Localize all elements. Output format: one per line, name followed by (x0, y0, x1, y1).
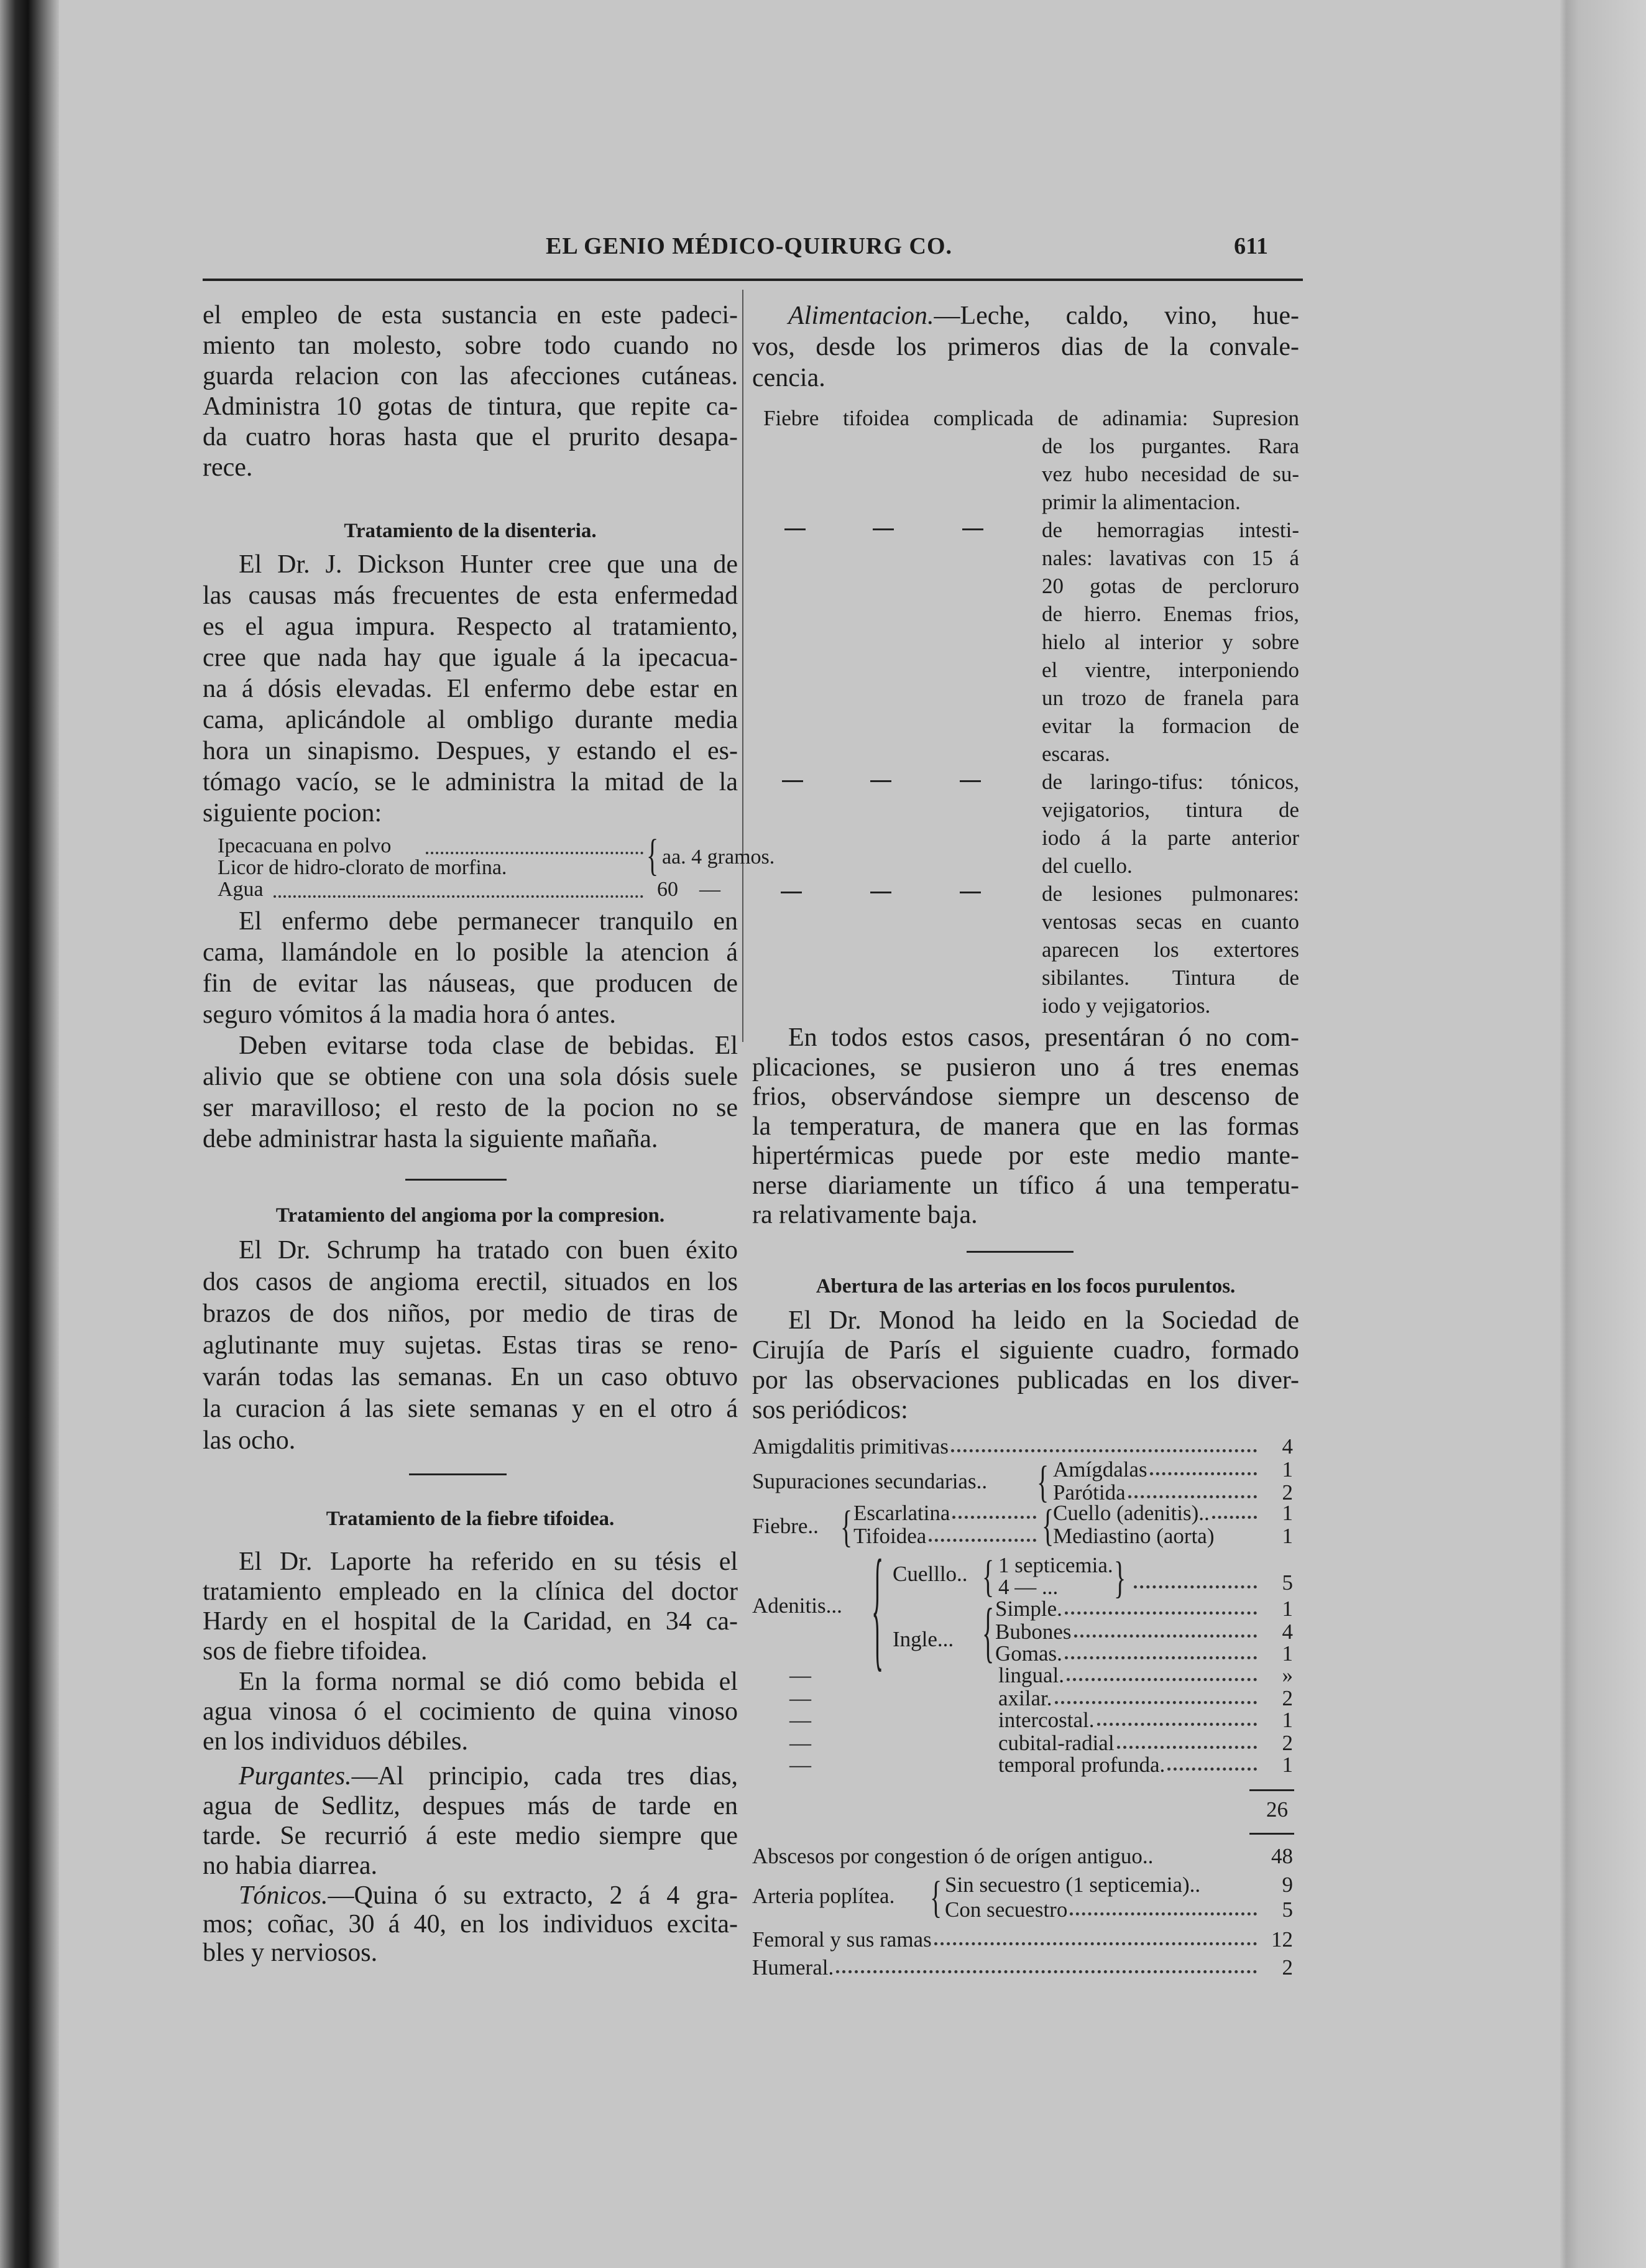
section-rule (967, 1251, 1074, 1253)
page-edge (1560, 0, 1646, 2268)
text-line: es el agua impura. Respecto al tratamiento, (203, 612, 738, 641)
text-line: Purgantes.—Al principio, cada tres dias, (239, 1762, 738, 1791)
text-line: siguiente pocion: (203, 799, 382, 827)
ditto-mark (870, 780, 891, 782)
ditto-mark: — (789, 1708, 811, 1732)
text-line: frios, observándose siempre un descenso de (752, 1082, 1299, 1111)
table-row: Mediastino (aorta) 1 (1053, 1524, 1293, 1548)
text-line: aparecen los extertores (1042, 938, 1299, 962)
text-line: no habia diarrea. (203, 1851, 378, 1880)
text-line: Cirujía de París el siguiente cuadro, formado (752, 1336, 1299, 1365)
paragraph (203, 1881, 738, 1967)
header-rule (203, 279, 1303, 281)
text-line: seguro vómitos á la madia hora ó antes. (203, 1000, 616, 1029)
table-row: Abscesos por congestion ó de orígen antiguo.. 48 (752, 1844, 1293, 1868)
dot-leader (426, 852, 643, 854)
recipe-dose: aa. 4 gramos. (662, 846, 775, 869)
table-row: Parótida 2 (1053, 1480, 1293, 1505)
sum-rule (1249, 1833, 1294, 1835)
paragraph (203, 549, 738, 829)
text-line: 20 gotas de percloruro (1042, 574, 1299, 598)
running-header: EL GENIO MÉDICO-QUIRURG CO. (545, 233, 953, 259)
book-binding-shadow (0, 0, 59, 2268)
text-line: tratamiento empleado en la clínica del doctor (203, 1577, 738, 1606)
dot-leader (274, 895, 643, 898)
text-line: fin de evitar las náuseas, que producen de (203, 969, 738, 998)
text-line: de laringo-tifus: tónicos, (1042, 770, 1299, 794)
text-line: sos periódicos: (752, 1396, 908, 1424)
table-row: 5 (1131, 1572, 1293, 1594)
text-line: guarda relacion con las afecciones cutáneas. (203, 362, 738, 390)
paragraph (203, 1761, 738, 1881)
table-row: Sin secuestro (1 septicemia).. 9 (945, 1873, 1293, 1897)
text-line: aglutinante muy sujetas. Estas tiras se reno- (203, 1331, 738, 1360)
table-row: intercostal. 1 (998, 1708, 1293, 1732)
brace: { (646, 829, 659, 880)
text-line: mos; coñac, 30 á 40, en los individuos excita- (203, 1910, 738, 1938)
table-row: Cuello (adenitis).. 1 (1053, 1501, 1293, 1525)
text-line: cama, aplicándole al ombligo durante media (203, 706, 738, 734)
text-line: alivio que se obtiene con una sola dósis suele (203, 1063, 738, 1091)
text-line: tómago vacío, se le administra la mitad de la (203, 768, 738, 796)
text-line: dos casos de angioma erectil, situados en los (203, 1268, 738, 1296)
text-line: El Dr. Laporte ha referido en su tésis el (239, 1547, 738, 1576)
brace: } (1114, 1552, 1126, 1603)
text-line: vez hubo necesidad de su- (1042, 462, 1299, 486)
column-divider (742, 290, 743, 1042)
text-line: iodo y vejigatorios. (1042, 993, 1211, 1018)
brace: { (982, 1551, 995, 1602)
section-heading: Tratamiento de la disenteria. (344, 520, 597, 542)
table-row: Escarlatina (853, 1502, 1040, 1524)
text-line: Deben evitarse toda clase de bebidas. El (239, 1031, 738, 1060)
text-line: cree que nada hay que iguale á la ipecacua- (203, 643, 738, 672)
text-line: El enfermo debe permanecer tranquilo en (239, 907, 738, 936)
recipe-item: Agua (218, 878, 264, 901)
text-line: En todos estos casos, presentáran ó no com- (788, 1023, 1299, 1052)
text-line: ra relativamente baja. (752, 1201, 978, 1229)
ditto-mark (960, 892, 981, 893)
table-row: Tifoidea (853, 1525, 1040, 1547)
text-line: en los individuos débiles. (203, 1727, 468, 1756)
text-line: ser maravilloso; el resto de la pocion no se (203, 1094, 738, 1122)
text-line: agua vinosa ó el cocimiento de quina vinoso (203, 1697, 738, 1726)
table-row: cubital-radial 2 (998, 1731, 1293, 1755)
paragraph (203, 1030, 738, 1155)
text-line: na á dósis elevadas. El enfermo debe estar en (203, 675, 738, 703)
recipe-unit: — (699, 878, 720, 901)
text-line: nerse diariamente un tífico á una temperatu- (752, 1171, 1299, 1200)
recipe-item: Ipecacuana en polvo (218, 834, 392, 857)
recipe-item: Licor de hidro-clorato de morfina. (218, 856, 507, 879)
text-line: de los purgantes. Rara (1042, 434, 1299, 458)
text-line: la curacion á las siete semanas y en el otro á (203, 1394, 738, 1423)
text-line: el empleo de esta sustancia en este padeci- (203, 301, 738, 330)
text-line: bles y nerviosos. (203, 1938, 378, 1967)
text-line: tarde. Se recurrió á este medio siempre que (203, 1822, 738, 1850)
text-line: Administra 10 gotas de tintura, que repite ca- (203, 392, 738, 421)
sum-rule (1249, 1789, 1294, 1791)
text-line: cencia. (752, 364, 825, 392)
text-line: El Dr. J. Dickson Hunter cree que una de (239, 550, 738, 579)
lead-in: Tónicos. (239, 1881, 328, 1910)
brace: { (840, 1501, 853, 1552)
subtotal: 26 (1266, 1797, 1288, 1822)
row-label: Arteria poplítea. (752, 1884, 895, 1908)
paragraph (203, 300, 738, 483)
text-line: de lesiones pulmonares: (1042, 882, 1299, 906)
table-row: Bubones 4 (995, 1620, 1293, 1644)
section-heading: Tratamiento de la fiebre tifoidea. (326, 1508, 615, 1530)
table-row: Humeral. 2 (752, 1955, 1293, 1980)
ditto-mark (784, 528, 806, 530)
text-line: del cuello. (1042, 854, 1133, 878)
text-line: las ocho. (203, 1426, 296, 1455)
table-row: Amígdalas 1 (1053, 1457, 1293, 1482)
text-line: hora un sinapismo. Despues, y estando el es- (203, 737, 738, 765)
text-line: el vientre, interponiendo (1042, 658, 1299, 682)
brace: { (982, 1593, 995, 1670)
paragraph (203, 1667, 738, 1756)
text-line: Tónicos.—Quina ó su extracto, 2 á 4 gra- (239, 1881, 738, 1910)
text-line: rece. (203, 453, 253, 482)
text-line: escaras. (1042, 742, 1110, 766)
ditto-mark: — (789, 1663, 811, 1687)
ditto-mark: — (789, 1731, 811, 1755)
text-line: de hemorragias intesti- (1042, 518, 1299, 542)
table-row: Femoral y sus ramas 12 (752, 1927, 1293, 1952)
text-line: Alimentacion.—Leche, caldo, vino, hue- (788, 302, 1299, 330)
text-line: cama, llamándole en lo posible la atencion á (203, 938, 738, 967)
ditto-mark (962, 528, 983, 530)
lead-in: Alimentacion. (788, 302, 934, 330)
brace: { (1037, 1456, 1049, 1507)
table-row: lingual. » (998, 1663, 1293, 1687)
lead-in: Purgantes. (239, 1762, 352, 1791)
row-label: Ingle... (893, 1627, 954, 1651)
text-line: hielo al interior y sobre (1042, 630, 1299, 654)
paragraph (752, 1023, 1299, 1230)
text-line: debe administrar hasta la siguiente mañaña. (203, 1125, 658, 1153)
text-line: En la forma normal se dió como bebida el (239, 1667, 738, 1696)
text-line: agua de Sedlitz, despues más de tarde en (203, 1792, 738, 1820)
text-line: la temperatura, de manera que en las formas (752, 1112, 1299, 1141)
text-line: vejigatorios, tintura de (1042, 798, 1299, 822)
ditto-mark (782, 780, 803, 782)
recipe-dose: 60 (657, 878, 678, 901)
paragraph (203, 1235, 738, 1457)
row-label: Supuraciones secundarias.. (752, 1469, 988, 1493)
text-line: de hierro. Enemas frios, (1042, 602, 1299, 626)
fiebre-complications (1042, 432, 1299, 1020)
text-line: por las observaciones publicadas en los diver- (752, 1366, 1299, 1394)
paragraph (203, 906, 738, 1030)
fiebre-heading-line: Fiebre tifoidea complicada de adinamia: Supresion (763, 406, 1299, 430)
text-line: sos de fiebre tifoidea. (203, 1637, 428, 1666)
text-line: da cuatro horas hasta que el prurito desapa- (203, 423, 738, 451)
section-heading: Abertura de las arterias en los focos purulentos. (816, 1275, 1236, 1298)
section-rule (409, 1473, 507, 1475)
table-row: Gomas. 1 (995, 1641, 1293, 1666)
paragraph (752, 1306, 1299, 1425)
text-line: iodo á la parte anterior (1042, 826, 1299, 850)
ditto-mark (781, 892, 802, 893)
text-line: ventosas secas en cuanto (1042, 910, 1299, 934)
text-line: un trozo de franela para (1042, 686, 1299, 710)
text-line: vos, desde los primeros dias de la convale- (752, 333, 1299, 361)
text-line: primir la alimentacion. (1042, 490, 1241, 514)
row-sublabel: 4 — ... (998, 1575, 1059, 1599)
row-label: Fiebre.. (752, 1514, 819, 1538)
text-line: varán todas las semanas. En un caso obtuvo (203, 1363, 738, 1391)
text-line: evitar la formacion de (1042, 714, 1299, 738)
section-heading: Tratamiento del angioma por la compresion. (275, 1204, 665, 1227)
page-number: 611 (1234, 233, 1268, 259)
paragraph (203, 1547, 738, 1666)
brace: { (1042, 1500, 1054, 1551)
brace: { (930, 1871, 942, 1922)
paragraph (752, 300, 1299, 394)
table-row: axilar. 2 (998, 1686, 1293, 1710)
text-line: brazos de dos niños, por medio de tiras de (203, 1299, 738, 1328)
table-row: Simple. 1 (995, 1597, 1293, 1621)
ditto-mark: — (789, 1753, 811, 1777)
ditto-mark: — (789, 1686, 811, 1710)
text-line: hipertérmicas puede por este medio mante- (752, 1141, 1299, 1170)
ditto-mark (960, 780, 981, 782)
row-label: Cuelllo.. (893, 1562, 968, 1586)
table-row: Amigdalitis primitivas 4 (752, 1434, 1293, 1459)
ditto-mark (873, 528, 894, 530)
text-line: Hardy en el hospital de la Caridad, en 34 ca- (203, 1607, 738, 1636)
ditto-mark (870, 892, 891, 893)
table-row: Con secuestro 5 (945, 1897, 1293, 1922)
text-line: nales: lavativas con 15 á (1042, 546, 1299, 570)
section-rule (405, 1179, 507, 1181)
row-label: Adenitis... (752, 1593, 842, 1618)
text-line: El Dr. Schrump ha tratado con buen éxito (239, 1236, 738, 1265)
text-line: miento tan molesto, sobre todo cuando no (203, 331, 738, 360)
text-line: sibilantes. Tintura de (1042, 966, 1299, 990)
brace: { (871, 1530, 884, 1684)
row-sublabel: 1 septicemia. (998, 1553, 1113, 1577)
table-row: temporal profunda. 1 (998, 1753, 1293, 1777)
text-line: las causas más frecuentes de esta enfermedad (203, 581, 738, 610)
text-line: El Dr. Monod ha leido en la Sociedad de (788, 1306, 1299, 1335)
text-line: plicaciones, se pusieron uno á tres enemas (752, 1053, 1299, 1082)
